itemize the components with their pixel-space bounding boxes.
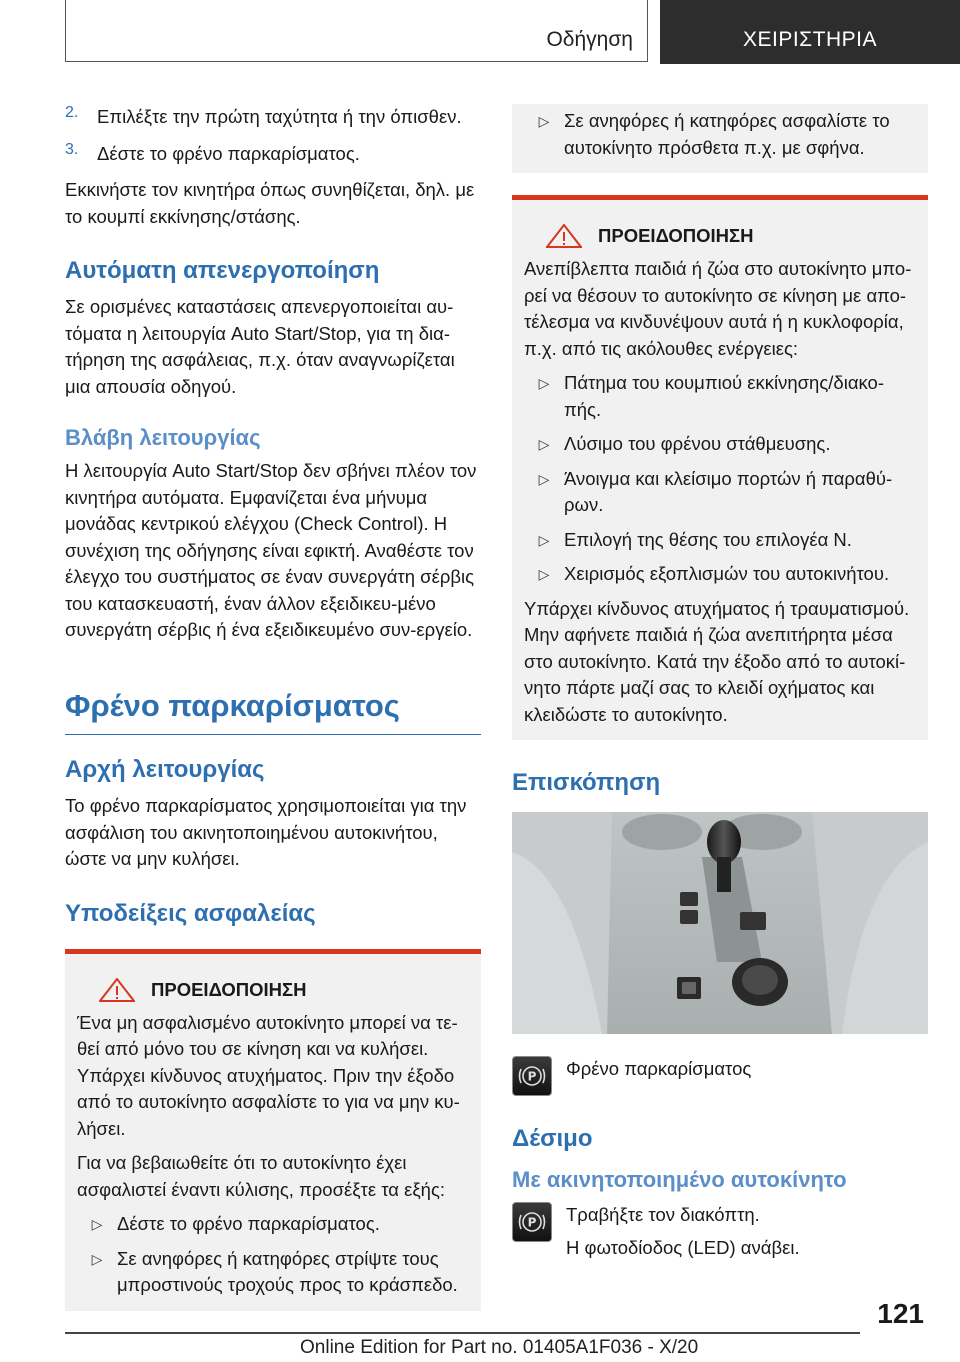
list-item <box>524 370 916 423</box>
warning-paragraph: Ένα μη ασφαλισμένο αυτοκίνητο μπορεί να τε-θεί από μόνο του σε κίνηση και να κυλήσει. Υπάρχει κίνδυνος ατυχήματος. Πριν την έξοδο από το αυτοκίνητο ασφαλίστε το για να μην κυ-λήσει. <box>77 1011 460 1139</box>
step-text: Δέστε το φρένο παρκαρίσματος. <box>97 142 360 164</box>
figure-caption: Φρένο παρκαρίσματος <box>566 1058 752 1079</box>
principle-heading: Αρχή λειτουργίας <box>65 756 265 783</box>
step-2 <box>65 104 481 131</box>
list-item <box>524 561 916 588</box>
chapter-tab <box>660 0 960 64</box>
svg-text:P: P <box>527 1215 537 1230</box>
warning-box <box>65 949 481 1311</box>
bullet-triangle-icon: ▷ <box>538 470 550 487</box>
chapter-label: ΧΕΙΡΙΣΤΗΡΙΑ <box>742 28 877 51</box>
apply-step-1: Τραβήξτε τον διακόπτη. <box>566 1204 760 1225</box>
stationary-heading: Με ακινητοποιημένο αυτοκίνητο <box>512 1167 847 1192</box>
start-paragraph: Εκκινήστε τον κινητήρα όπως συνηθίζεται, δηλ. με το κουμπί εκκίνησης/στάσης. <box>65 179 475 227</box>
list-item <box>524 466 916 519</box>
fault-heading: Βλάβη λειτουργίας <box>65 425 261 450</box>
step-number: 3. <box>65 140 79 158</box>
list-item-text: Πάτημα του κουμπιού εκκίνησης/διακο-πής. <box>564 372 884 420</box>
warning-continuation-box <box>512 104 928 173</box>
apply-steps <box>512 1202 928 1261</box>
apply-step-text <box>566 1202 800 1261</box>
bullet-triangle-icon: ▷ <box>538 531 550 548</box>
list-item-text: Επιλογή της θέσης του επιλογέα N. <box>564 528 852 550</box>
figure-caption-row <box>512 1056 928 1096</box>
parking-brake-icon <box>512 1202 552 1242</box>
step-3 <box>65 141 481 168</box>
safety-heading: Υποδείξεις ασφαλείας <box>65 899 316 927</box>
right-column <box>512 104 928 1261</box>
warning-title <box>77 978 469 1002</box>
list-item <box>77 1211 469 1238</box>
list-item-text: Δέστε το φρένο παρκαρίσματος. <box>117 1213 380 1234</box>
footer-rule <box>65 1332 860 1334</box>
parking-brake-icon <box>512 1056 552 1096</box>
bullet-triangle-icon: ▷ <box>538 113 550 129</box>
bullet-triangle-icon: ▷ <box>538 375 550 391</box>
list-item <box>77 1246 469 1299</box>
warning-paragraph: Υπάρχει κίνδυνος ατυχήματος ή τραυματισμού. Μην αφήνετε παιδιά ή ζώα ανεπιτήρητα μέσα στο αυτοκίνητο. Κατά την έξοδο από το αυτοκί-νητο πάρτε μαζί σας το κλειδί οχήματος και κλειδώστε το αυτοκίνητο. <box>524 597 910 725</box>
apply-step-2: Η φωτοδίοδος (LED) ανάβει. <box>566 1236 800 1258</box>
auto-off-heading: Αυτόματη απενεργοποίηση <box>65 257 380 284</box>
warning-icon <box>99 978 135 1002</box>
list-item-text: Σε ανηφόρες ή κατηφόρες ασφαλίστε το αυτοκίνητο πρόσθετα π.χ. με σφήνα. <box>564 110 890 158</box>
list-item-text: Λύσιμο του φρένου στάθμευσης. <box>564 433 831 454</box>
parking-brake-heading: Φρένο παρκαρίσματος <box>65 687 400 723</box>
warning-title-text: ΠΡΟΕΙΔΟΠΟΙΗΣΗ <box>598 225 754 246</box>
page-number: 121 <box>877 1298 924 1329</box>
principle-paragraph: Το φρένο παρκαρίσματος χρησιμοποιείται για την ασφάλιση του ακινητοποιημένου αυτοκινήτου, ώστε να μην κυλήσει. <box>65 795 467 869</box>
step-text: Επιλέξτε την πρώτη ταχύτητα ή την όπισθεν. <box>97 106 462 127</box>
warning-paragraph: Ανεπίβλεπτα παιδιά ή ζώα στο αυτοκίνητο μπο-ρεί να θέσουν το αυτοκίνητο σε κίνηση με απο-τέλεσμα να κινδυνέψουν αυτά ή η κυκλοφορία, π.χ. από τις ακόλουθες ενέργειες: <box>524 258 912 359</box>
page-header <box>65 0 960 64</box>
parking-brake-photo <box>512 812 928 1034</box>
bullet-triangle-icon: ▷ <box>91 1216 103 1232</box>
list-item <box>524 431 916 458</box>
auto-off-paragraph: Σε ορισμένες καταστάσεις απενεργοποιείται αυ-τόματα η λειτουργία Auto Start/Stop, για τη δια-τήρηση της ασφάλειας, π.χ. όταν αναγνωρίζεται μια απουσία οδηγού. <box>65 296 455 397</box>
svg-text:P: P <box>527 1069 537 1084</box>
bullet-triangle-icon: ▷ <box>538 566 550 582</box>
bullet-triangle-icon: ▷ <box>538 436 550 452</box>
list-item-text: Χειρισμός εξοπλισμών του αυτοκινήτου. <box>564 563 890 584</box>
warning-paragraph: Για να βεβαιωθείτε ότι το αυτοκίνητο έχει ασφαλιστεί έναντι κύλισης, προσέξτε τα εξής: <box>77 1152 445 1200</box>
footer-edition: Online Edition for Part no. 01405A1F036 - X/20 <box>300 1337 699 1358</box>
bullet-triangle-icon: ▷ <box>91 1250 103 1267</box>
list-item <box>524 527 916 554</box>
fault-paragraph: Η λειτουργία Auto Start/Stop δεν σβήνει πλέον τον κινητήρα αυτόματα. Εμφανίζεται ένα μήνυμα μονάδας κεντρικού ελέγχου (Check Control). Η συνέχιση της οδήγησης είναι εφικτή. Αναθέστε τον έλεγχο του συστήματος σε έναν συνεργάτη σέρβις του κατασκευαστή, έναν άλλον εξειδικευ-μένο συνεργάτη σέρβις ή ένα εξειδικευμένο συν-εργείο. <box>65 460 477 640</box>
section-label: Οδήγηση <box>546 28 633 51</box>
overview-heading: Επισκόπηση <box>512 769 661 796</box>
heading-rule <box>65 734 481 736</box>
left-column <box>65 104 481 1311</box>
step-number: 2. <box>65 104 79 121</box>
warning-title-text: ΠΡΟΕΙΔΟΠΟΙΗΣΗ <box>151 978 307 1000</box>
list-item <box>524 108 916 161</box>
console-illustration <box>512 812 928 1034</box>
list-item-text: Άνοιγμα και κλείσιμο πορτών ή παραθύ-ρων. <box>564 467 893 515</box>
section-tab <box>65 0 648 62</box>
warning-title <box>524 224 916 248</box>
list-item-text: Σε ανηφόρες ή κατηφόρες στρίψτε τους μπροστινούς τροχούς προς το κράσπεδο. <box>117 1247 458 1295</box>
warning-icon <box>546 224 582 248</box>
apply-heading: Δέσιμο <box>512 1125 593 1152</box>
warning-box <box>512 195 928 740</box>
